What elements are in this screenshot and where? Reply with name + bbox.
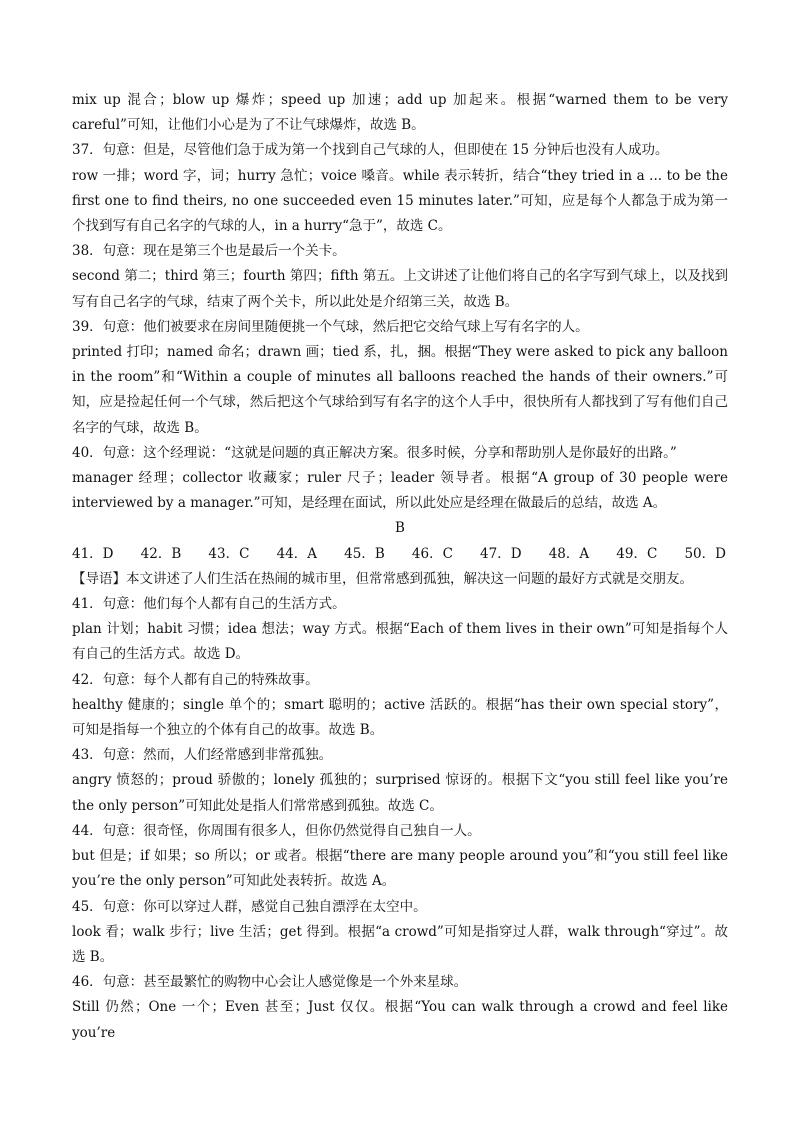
paragraph: Still 仍然；One 一个；Even 甚至；Just 仅仅。根据“You can walk through a crowd and feel like you’re <box>72 999 728 1041</box>
paragraph: but 但是；if 如果；so 所以；or 或者。根据“there are many people around you”和“you still feel like you’re the only person”可知此处表转折。故选 A。 <box>72 848 728 890</box>
answer-item: 50．D <box>684 545 726 562</box>
paragraph: 41．句意：他们每个人都有自己的生活方式。 <box>72 596 346 613</box>
section-label: B <box>395 520 405 537</box>
paragraph: 45．句意：你可以穿过人群，感觉自己独自漂浮在太空中。 <box>72 898 427 915</box>
paragraph: plan 计划；habit 习惯；idea 想法；way 方式。根据“Each of them lives in their own”可知是指每个人有自己的生活方式。故选 D。 <box>72 621 728 663</box>
answer-key <box>72 542 728 567</box>
paragraph: 46．句意：甚至最繁忙的购物中心会让人感觉像是一个外来星球。 <box>72 974 468 991</box>
paragraph: 37．句意：但是，尽管他们急于成为第一个找到自己气球的人，但即使在 15 分钟后也没有人成功。 <box>72 142 669 159</box>
paragraph: mix up 混合；blow up 爆炸；speed up 加速；add up 加起来。根据“warned them to be very careful”可知，让他们小心是为了不让气球爆炸，故选 B。 <box>72 92 728 134</box>
paragraph: row 一排；word 字，词；hurry 急忙；voice 嗓音。while 表示转折，结合“they tried in a ... to be the first one to find theirs, no one succeeded even 15 minutes later.”可知，应是每个人都急于成为第一个找到写有自己名字的气球的人，in a hurry“急于”，故选 C。 <box>72 167 728 235</box>
paragraph: healthy 健康的；single 单个的；smart 聪明的；active 活跃的。根据“has their own special story”，可知是指每一个独立的个体有自己的故事。故选 B。 <box>72 696 728 739</box>
paragraph: look 看；walk 步行；live 生活；get 得到。根据“a crowd”可知是指穿过人群，walk through“穿过”。故选 B。 <box>72 923 728 965</box>
paragraph: 42．句意：每个人都有自己的特殊故事。 <box>72 671 319 688</box>
paragraph: 【导语】本文讲述了人们生活在热闹的城市里，但常常感到孤独，解决这一问题的最好方式就是交朋友。 <box>72 570 693 587</box>
paragraph: 43．句意：然而，人们经常感到非常孤独。 <box>72 747 333 764</box>
paragraph: second 第二；third 第三；fourth 第四；fifth 第五。上文讲述了让他们将自己的名字写到气球上，以及找到写有自己名字的气球，结束了两个关卡，所以此处是介绍第三关，故选 B。 <box>72 268 728 310</box>
answer-item: 47．D <box>480 545 522 562</box>
paragraph: 38．句意：现在是第三个也是最后一个关卡。 <box>72 243 346 260</box>
paragraph: printed 打印；named 命名；drawn 画；tied 系，扎，捆。根据“They were asked to pick any balloon in the room”和“Within a couple of minutes all balloons reached the hands of their owners.”可知，应是捡起任何一个气球，然后把这个气球给到写有名字的这个人手中，很快所有人都找到了写有他们自己名字的气球，故选 B。 <box>72 344 728 436</box>
paragraph: manager 经理；collector 收藏家；ruler 尺子；leader 领导者。根据“A group of 30 people were interviewed by a manager.”可知，是经理在面试，所以此处应是经理在做最后的总结，故选 A。 <box>72 470 728 512</box>
answer-item: 44．A <box>276 545 317 562</box>
answer-item: 48．A <box>548 545 590 562</box>
answer-item: 41．D <box>72 545 114 562</box>
answer-item: 43．C <box>208 545 250 562</box>
answer-item: 49．C <box>616 545 658 562</box>
paragraph: angry 愤怒的；proud 骄傲的；lonely 孤独的；surprised 惊讶的。根据下文“you still feel like you’re the only person”可知此处是指人们常常感到孤独。故选 C。 <box>72 772 728 814</box>
paragraph: 39．句意：他们被要求在房间里随便挑一个气球，然后把它交给气球上写有名字的人。 <box>72 318 589 335</box>
paragraph: 44．句意：很奇怪，你周围有很多人，但你仍然觉得自己独自一人。 <box>72 822 481 839</box>
answer-item: 46．C <box>411 545 453 562</box>
answer-item: 45．B <box>344 545 385 562</box>
paragraph: 40．句意：这个经理说：“这就是问题的真正解决方案。很多时候，分享和帮助别人是你最好的出路。” <box>72 444 677 461</box>
answer-item: 42．B <box>140 545 182 562</box>
document-page <box>72 88 728 1046</box>
